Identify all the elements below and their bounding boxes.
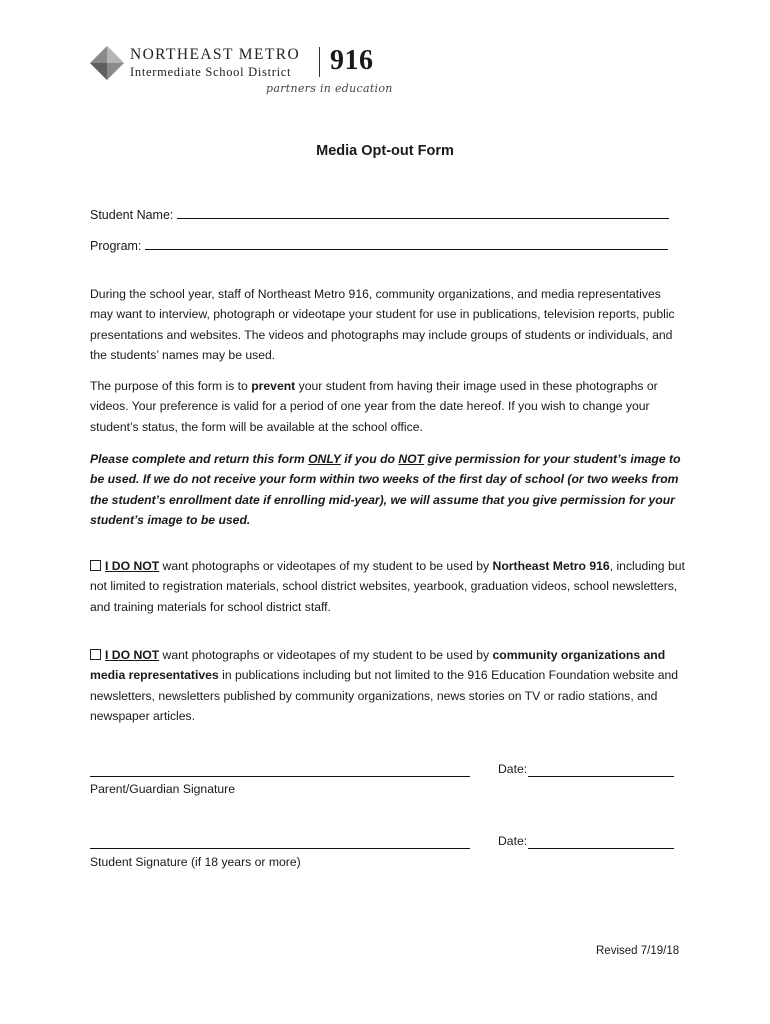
option2-entity: community organizations and media representatives <box>90 648 666 683</box>
student-date-field[interactable] <box>528 848 674 849</box>
checkbox-916[interactable] <box>90 560 101 571</box>
district-logo <box>90 42 393 102</box>
program-label: Program: <box>90 239 142 253</box>
option1-do-not: I DO NOT <box>105 559 160 573</box>
purpose-emphasis: prevent <box>251 379 296 393</box>
logo-district-subtitle: Intermediate School District <box>130 65 292 79</box>
option2-do-not: I DO NOT <box>105 648 160 662</box>
revision-date: Revised 7/19/18 <box>596 945 680 957</box>
program-field[interactable] <box>145 237 668 250</box>
student-signature-field[interactable] <box>90 848 470 849</box>
purpose-text-2: your student from having their image used in these photographs or videos. Your preference is valid for a period of one year from the date hereof. If you wish to change your student’s status, the form will be available at the school office. <box>90 379 658 434</box>
logo-district-name: NORTHEAST METRO <box>130 46 301 63</box>
student-name-field[interactable] <box>177 206 669 219</box>
option2-text-2: in publications including but not limited to the 916 Education Foundation website and newsletters, newsletters published by community organizations, news stories on TV or radio stations, and newspaper articles. <box>90 668 679 724</box>
student-date-label: Date: <box>498 834 528 848</box>
parent-date-label: Date: <box>498 762 528 776</box>
option1-entity: Northeast Metro 916 <box>492 559 610 573</box>
notice-only: ONLY <box>308 452 341 466</box>
student-signature-label: Student Signature (if 18 years or more) <box>90 855 301 869</box>
option2-text-1: want photographs or videotapes of my student to be used by <box>159 648 493 662</box>
parent-signature-label: Parent/Guardian Signature <box>90 782 235 796</box>
notice-not: NOT <box>398 452 425 466</box>
purpose-text-1: The purpose of this form is to <box>90 379 252 393</box>
purpose-paragraph <box>90 376 685 437</box>
checkbox-community[interactable] <box>90 649 101 660</box>
logo-district-number: 916 <box>330 45 374 76</box>
option1-text-2: , including but not limited to registration materials, school district websites, yearbook, graduation videos, school newsletters, and training materials for school district staff. <box>90 559 685 614</box>
page-title: Media Opt-out Form <box>316 143 454 159</box>
return-notice <box>90 449 685 531</box>
option1-text-1: want photographs or videotapes of my student to be used by <box>159 559 493 573</box>
notice-text-1: Please complete and return this form <box>90 452 309 466</box>
student-name-label: Student Name: <box>90 208 174 222</box>
parent-date-field[interactable] <box>528 776 674 777</box>
opt-out-option-916 <box>90 556 690 617</box>
opt-out-option-community <box>90 645 690 727</box>
program-row <box>90 237 668 253</box>
diamond-logo-icon <box>90 46 124 80</box>
student-name-row <box>90 206 669 222</box>
notice-text-2: if you do <box>340 452 399 466</box>
intro-paragraph: During the school year, staff of Northeast Metro 916, community organizations, and media representatives may want to interview, photograph or videotape your student for use in publications, television reports, public presentations and websites. The videos and photographs may include groups of students or individuals, and the students’ names may be used. <box>90 287 675 363</box>
logo-divider <box>319 47 320 77</box>
parent-signature-field[interactable] <box>90 776 470 777</box>
notice-text-3: give permission for your student’s image to be used. If we do not receive your form within two weeks of the first day of school (or two weeks from the student’s enrollment date if enrolling mid-year), we will assume that you give permission for your student’s image to be used. <box>90 452 681 528</box>
logo-tagline: partners in education <box>266 82 393 95</box>
